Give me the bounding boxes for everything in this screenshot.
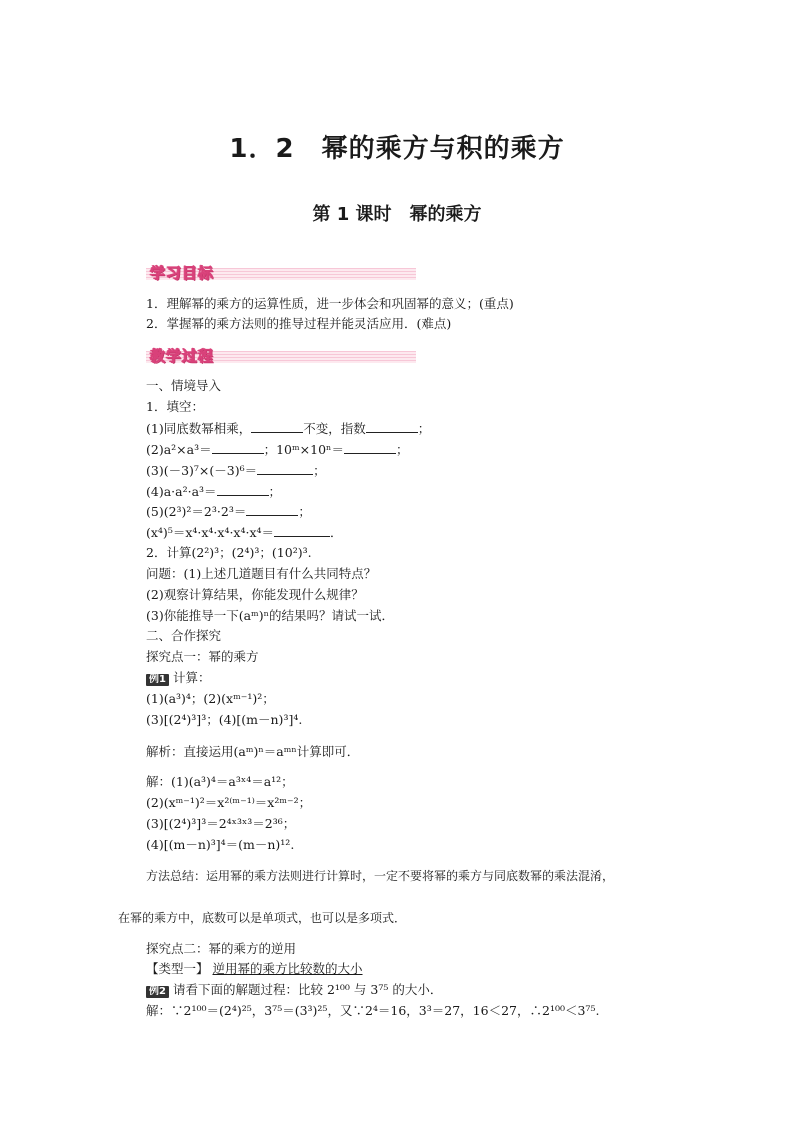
- solution-line: 解：(1)(a³)⁴＝a³ˣ⁴＝a¹²；: [146, 774, 294, 789]
- example-header: [146, 670, 210, 686]
- question-text: (3)(－3)⁷×(－3)⁶＝: [146, 463, 258, 478]
- goal-item: 1．理解幂的乘方的运算性质，进一步体会和巩固幂的意义；(重点): [146, 296, 514, 311]
- solution-line: (2)(xᵐ⁻¹)²＝x²⁽ᵐ⁻¹⁾＝x²ᵐ⁻²；: [146, 795, 312, 810]
- answer-blank: [217, 483, 269, 496]
- example-text: 请看下面的解题过程：比较 2¹⁰⁰ 与 3⁷⁵ 的大小．: [172, 982, 443, 997]
- section-banner-process: [146, 345, 416, 367]
- question-text: (2)a²×a³＝: [146, 442, 212, 457]
- section-heading: 一、情境导入: [146, 378, 222, 393]
- answer-blank: [251, 420, 303, 433]
- fill-question: (4)a·a²·a³＝ ；: [146, 484, 282, 499]
- text-line: (2)观察计算结果，你能发现什么规律？: [146, 587, 364, 602]
- fill-question: (2)a²×a³＝ ；10ᵐ×10ⁿ＝ ；: [146, 442, 409, 457]
- solution-line: 解：∵2¹⁰⁰＝(2⁴)²⁵，3⁷⁵＝(3³)²⁵，又∵2⁴＝16，3³＝27，16＜27，∴2¹⁰⁰＜3⁷⁵.: [146, 1003, 600, 1018]
- subsection-heading: 探究点一：幂的乘方: [146, 649, 259, 664]
- analysis-line: 解析：直接运用(aᵐ)ⁿ＝aᵐⁿ计算即可．: [146, 744, 360, 759]
- lesson-title: 第 1 课时 幂的乘方: [312, 204, 482, 225]
- fill-question: (5)(2³)²＝2³·2³＝ ；: [146, 504, 311, 519]
- text-line: (3)[(2⁴)³]³；(4)[(m－n)³]⁴.: [146, 712, 303, 727]
- method-summary: 方法总结：运用幂的乘方法则进行计算时，一定不要将幂的乘方与同底数幂的乘法混淆，: [146, 869, 615, 883]
- example-badge: 例1: [146, 674, 169, 686]
- question-text: ；10ᵐ×10ⁿ＝: [263, 442, 344, 457]
- answer-blank: [274, 524, 330, 537]
- text-line: (3)你能推导一下(aᵐ)ⁿ的结果吗？请试一试．: [146, 608, 394, 623]
- banner-label: 学习目标: [150, 264, 215, 282]
- fill-question: (x⁴)⁵＝x⁴·x⁴·x⁴·x⁴·x⁴＝ ．: [146, 525, 343, 540]
- answer-blank: [212, 441, 264, 454]
- fill-question: (3)(－3)⁷×(－3)⁶＝ ；: [146, 463, 326, 478]
- page-title: 1．2 幂的乘方与积的乘方: [229, 134, 565, 164]
- banner-label: 教学过程: [150, 347, 215, 365]
- method-summary: 在幂的乘方中，底数可以是单项式，也可以是多项式．: [118, 911, 407, 925]
- text-line: 问题：(1)上述几道题目有什么共同特点？: [146, 566, 377, 581]
- text-line: 2．计算(2²)³；(2⁴)³；(10²)³.: [146, 545, 312, 560]
- section-heading: 二、合作探究: [146, 628, 222, 643]
- answer-blank: [246, 503, 298, 516]
- question-text: (1)同底数幂相乘，: [146, 421, 252, 436]
- answer-blank: [366, 420, 418, 433]
- solution-line: (4)[(m－n)³]⁴＝(m－n)¹².: [146, 837, 295, 852]
- fill-question: (1)同底数幂相乘， 不变，指数 ；: [146, 421, 431, 436]
- type-heading: [146, 961, 363, 977]
- example-header: [146, 982, 442, 998]
- goal-item: 2．掌握幂的乘方法则的推导过程并能灵活应用．(难点): [146, 316, 452, 331]
- section-banner-goals: [146, 262, 416, 284]
- example-label: 计算：: [172, 670, 211, 685]
- solution-line: (3)[(2⁴)³]³＝2⁴ˣ³ˣ³＝2³⁶；: [146, 816, 296, 831]
- subsection-heading: 探究点二：幂的乘方的逆用: [146, 941, 297, 956]
- answer-blank: [257, 462, 313, 475]
- text-line: 1．填空：: [146, 399, 204, 414]
- type-prefix: 【类型一】: [146, 961, 209, 976]
- question-text: (5)(2³)²＝2³·2³＝: [146, 504, 247, 519]
- example-badge: 例2: [146, 986, 169, 998]
- text-line: (1)(a³)⁴；(2)(xᵐ⁻¹)²；: [146, 691, 275, 706]
- question-text: 不变，指数: [303, 421, 366, 436]
- type-title: 逆用幂的乘方比较数的大小: [212, 961, 363, 976]
- answer-blank: [344, 441, 396, 454]
- question-text: (x⁴)⁵＝x⁴·x⁴·x⁴·x⁴·x⁴＝: [146, 525, 275, 540]
- question-text: (4)a·a²·a³＝: [146, 484, 217, 499]
